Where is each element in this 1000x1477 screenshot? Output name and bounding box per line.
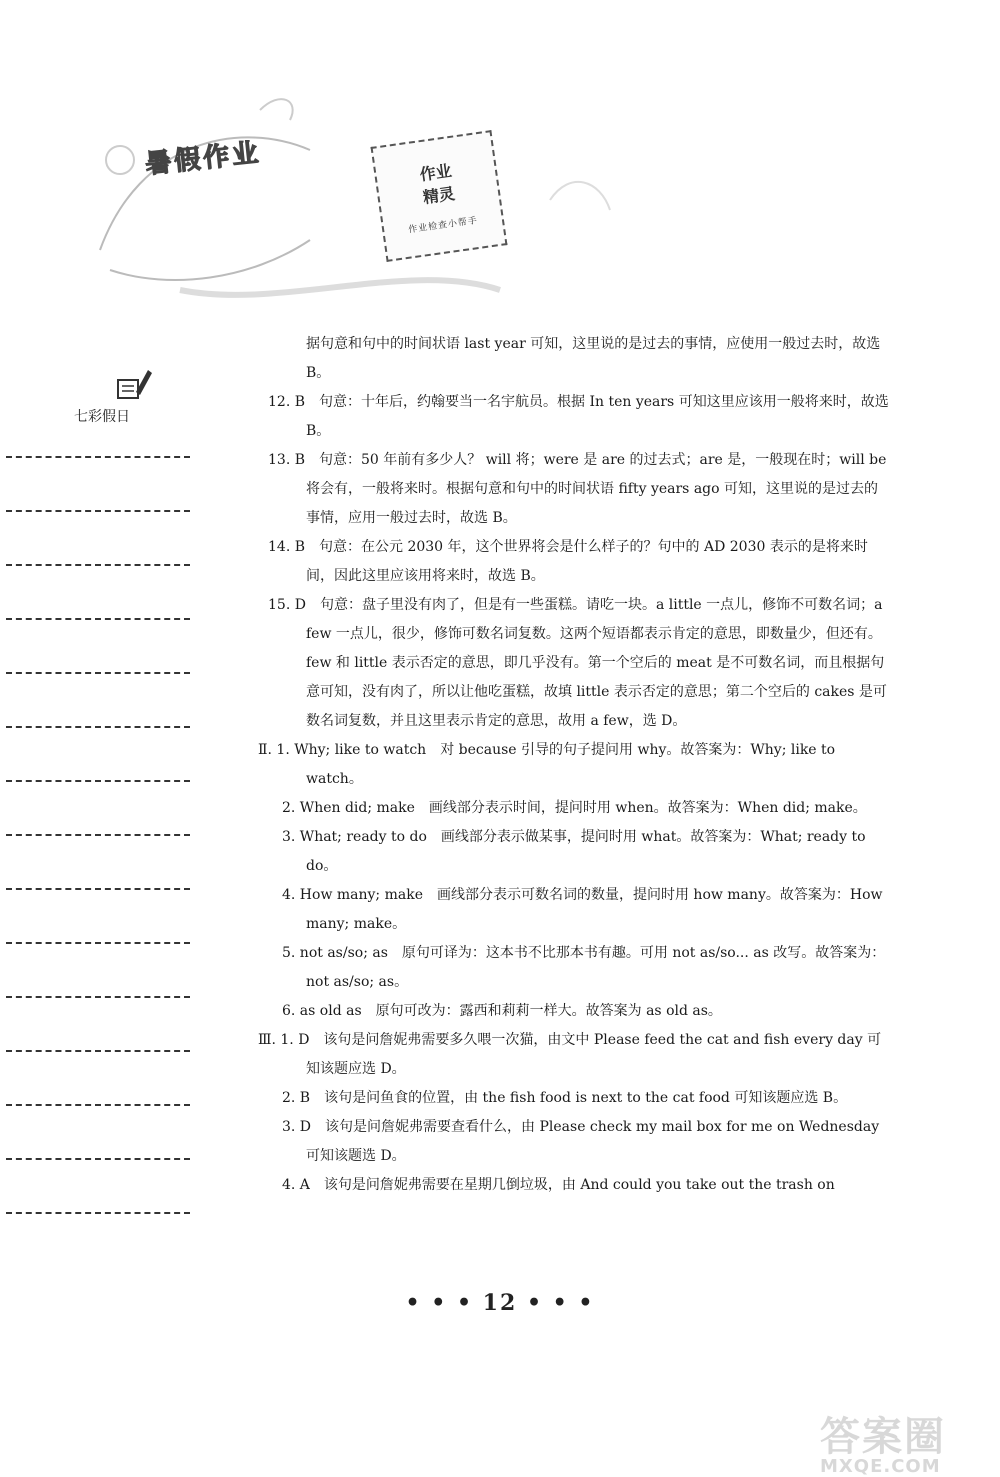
badge-line1: 作业 <box>418 161 453 185</box>
pencil-notebook-icon <box>114 366 154 402</box>
note-line <box>6 618 190 620</box>
note-line <box>6 780 190 782</box>
note-line <box>6 510 190 512</box>
watermark-logo <box>820 1405 990 1477</box>
note-line <box>6 1104 190 1106</box>
header-decoration <box>80 80 620 310</box>
section-3-item-2: 2. B 该句是问鱼食的位置，由 the fish food is next to the cat food 可知该题应选 B。 <box>282 1090 848 1106</box>
section-2-item-4: 4. How many; make 画线部分表示可数名词的数量，提问时用 how many。故答案为：How many; make。 <box>282 887 883 932</box>
answer-item-13: 13. B 句意：50 年前有多少人？ will 将；were 是 are 的过去式；are 是，一般现在时；will be 将会有，一般将来时。根据句意和句中的时间状语 fifty years ago 可知，这里说的是过去的事情，应用一般过去时，故选 B。 <box>268 452 887 526</box>
section-3-item-4: 4. A 该句是问詹妮弗需要在星期几倒垃圾，由 And could you take out the trash on <box>282 1177 835 1193</box>
section-2-item-1: Ⅱ. 1. Why; like to watch 对 because 引导的句子提问用 why。故答案为：Why; like to watch。 <box>258 742 836 787</box>
answer-item-12: 12. B 句意：十年后，约翰要当一名宇航员。根据 In ten years 可知这里应该用一般将来时，故选 B。 <box>268 394 889 439</box>
sidebar <box>0 360 200 1260</box>
note-line <box>6 996 190 998</box>
note-line <box>6 564 190 566</box>
watermark-line1: 答案圈 <box>820 1414 946 1460</box>
note-line <box>6 1158 190 1160</box>
answer-item-15: 15. D 句意：盘子里没有肉了，但是有一些蛋糕。请吃一块。a little 一点儿，修饰不可数名词；a few 一点儿，很少，修饰可数名词复数。这两个短语都表示肯定的意思，即数量少，但还有。few 和 little 表示否定的意思，即几乎没有。第一个空后的 meat 是不可数名词，而且根据句意可知，没有肉了，所以让他吃蛋糕，故填 little 表示否定的意思；第二个空后的 cakes 是可数名词复数，并且这里表示肯定的意思，故用 a few，选 D。 <box>268 597 887 729</box>
note-line <box>6 1050 190 1052</box>
sidebar-label: 七彩假日 <box>74 409 130 425</box>
note-line <box>6 1212 190 1214</box>
note-line <box>6 834 190 836</box>
homework-badge <box>371 130 508 262</box>
section-3-item-1: Ⅲ. 1. D 该句是问詹妮弗需要多久喂一次猫，由文中 Please feed the cat and fish every day 可知该题应选 D。 <box>258 1032 882 1077</box>
badge-line2: 精灵 <box>421 183 457 208</box>
header-title: 暑假作业 <box>144 138 263 180</box>
badge-line3: 作业检查小帮手 <box>407 215 479 236</box>
note-line <box>6 456 190 458</box>
section-2-item-5: 5. not as/so; as 原句可译为：这本书不比那本书有趣。可用 not as/so... as 改写。故答案为：not as/so; as。 <box>282 945 886 990</box>
section-2-item-3: 3. What; ready to do 画线部分表示做某事，提问时用 what。故答案为：What; ready to do。 <box>282 829 866 874</box>
page-number: • • • 12 • • • <box>405 1290 595 1316</box>
note-line <box>6 942 190 944</box>
answer-item-14: 14. B 句意：在公元 2030 年，这个世界将会是什么样子的？句中的 AD 2030 表示的是将来时间，因此这里应该用将来时，故选 B。 <box>268 539 868 584</box>
watermark-line2: MXQE.COM <box>820 1456 941 1477</box>
section-2-item-6: 6. as old as 原句可改为：露西和莉莉一样大。故答案为 as old as。 <box>282 1003 722 1019</box>
answer-paragraph: 据句意和句中的时间状语 last year 可知，这里说的是过去的事情，应使用一般过去时，故选 B。 <box>306 336 881 381</box>
section-3-item-3: 3. D 该句是问詹妮弗需要查看什么，由 Please check my mail box for me on Wednesday 可知该题选 D。 <box>282 1119 880 1164</box>
note-line <box>6 672 190 674</box>
note-line <box>6 726 190 728</box>
note-line <box>6 888 190 890</box>
section-2-item-2: 2. When did; make 画线部分表示时间，提问时用 when。故答案为：When did; make。 <box>282 800 867 816</box>
answer-content <box>258 330 890 1200</box>
